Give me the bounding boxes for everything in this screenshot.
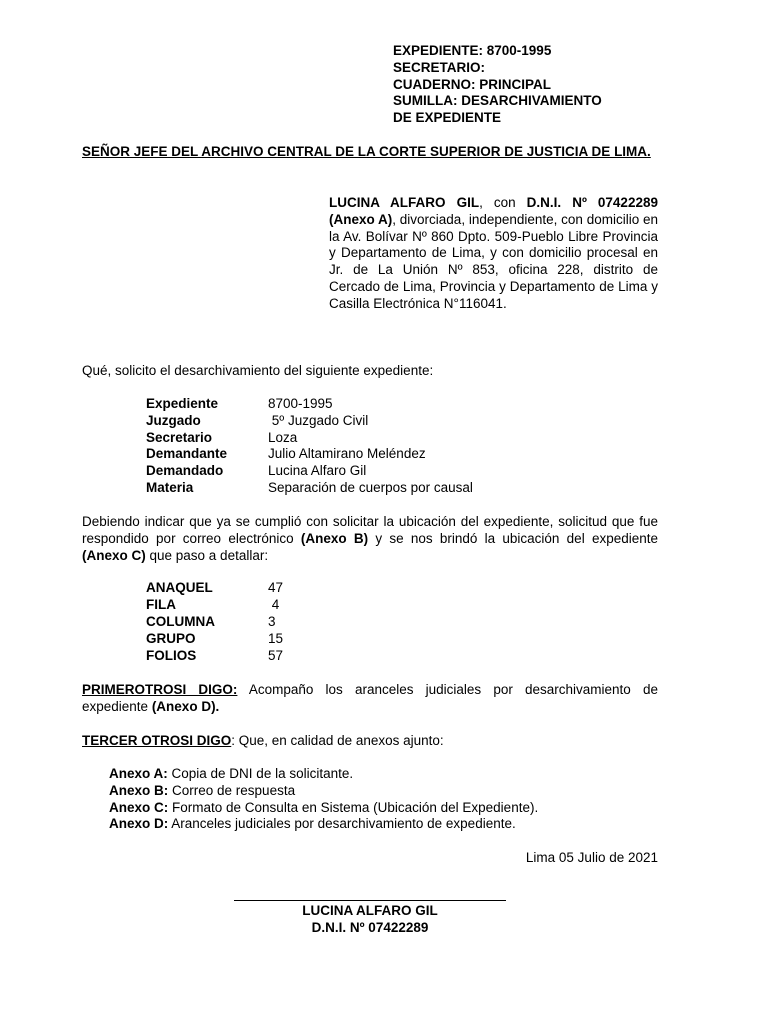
row-label: Demandante <box>146 446 228 462</box>
table-row <box>146 413 473 430</box>
row-label: ANAQUEL <box>146 580 213 595</box>
expediente-number: EXPEDIENTE: 8700-1995 <box>393 43 552 58</box>
list-item <box>109 800 538 817</box>
annex-label: Anexo C: <box>109 799 169 815</box>
row-label: Secretario <box>146 429 213 445</box>
row-value: 57 <box>268 648 284 663</box>
location-request-paragraph <box>82 514 658 564</box>
table-row <box>146 396 473 413</box>
tercer-otrosi-heading: TERCER OTROSI DIGO <box>82 733 232 748</box>
signatory-dni: D.N.I. Nº 07422289 <box>311 920 429 935</box>
anexo-b-ref: (Anexo B) <box>300 530 369 546</box>
annex-text: Formato de Consulta en Sistema (Ubicación del Expediente). <box>168 799 539 815</box>
petitioner-paragraph <box>329 195 658 313</box>
annex-label: Anexo D: <box>109 816 169 832</box>
anexo-c-ref: (Anexo C) <box>82 547 146 563</box>
anexo-d-ref: (Anexo D). <box>151 698 220 714</box>
list-item <box>109 816 538 833</box>
row-value: Lucina Alfaro Gil <box>268 463 367 479</box>
row-label: Materia <box>146 479 194 495</box>
debiendo-text-1: Debiendo indicar que ya se cumplió con solicitar la ubicación del expediente, solicitud que fue respondido por correo electrónico <box>82 514 658 546</box>
row-label: Expediente <box>146 396 219 411</box>
petitioner-details: , divorciada, independiente, con domicilio en la Av. Bolívar Nº 860 Dpto. 509-Pueblo Libre Provincia y Departamento de Lima, y con domicilio procesal en Jr. de La Unión Nº 853, oficina 228, distrito de Cercado de Lima, Provincia y Departamento de Lima y Casilla Electrónica N°116041. <box>329 211 658 311</box>
row-value: 4 <box>268 597 280 612</box>
row-value: Loza <box>268 429 298 445</box>
expediente-table <box>146 396 473 497</box>
table-row <box>146 597 283 614</box>
table-row <box>146 446 473 463</box>
debiendo-text-2: y se nos brindó la ubicación del expediente <box>368 530 658 546</box>
annex-text: Correo de respuesta <box>168 782 296 798</box>
sumilla-line-1: SUMILLA: DESARCHIVAMIENTO <box>393 93 602 109</box>
addressee: SEÑOR JEFE DEL ARCHIVO CENTRAL DE LA CORTE SUPERIOR DE JUSTICIA DE LIMA. <box>82 144 651 159</box>
sumilla-line-2: DE EXPEDIENTE <box>393 110 502 126</box>
row-value: 5º Juzgado Civil <box>268 412 369 428</box>
tercer-otrosi-paragraph <box>82 733 444 750</box>
row-label: Demandado <box>146 463 224 479</box>
document-date: Lima 05 Julio de 2021 <box>525 850 658 865</box>
table-row <box>146 463 473 480</box>
row-value: 15 <box>268 631 284 646</box>
annex-label: Anexo A: <box>109 766 168 781</box>
table-row <box>146 480 473 497</box>
row-label: Juzgado <box>146 412 201 428</box>
row-value: 3 <box>268 614 276 629</box>
secretario-field: SECRETARIO: <box>393 59 486 75</box>
primer-otrosi-paragraph <box>82 682 658 716</box>
annex-text: Copia de DNI de la solicitante. <box>167 766 354 781</box>
table-row <box>146 614 283 631</box>
list-item <box>109 766 538 783</box>
row-label: GRUPO <box>146 631 196 646</box>
table-row <box>146 631 283 648</box>
annex-label: Anexo B: <box>109 782 169 798</box>
cuaderno-field: CUADERNO: PRINCIPAL <box>393 76 551 92</box>
row-value: Julio Altamirano Meléndez <box>268 446 426 462</box>
row-label: FILA <box>146 597 176 612</box>
primer-otrosi-text: Acompaño los aranceles judiciales por desarchivamiento de expediente <box>82 682 658 714</box>
case-header <box>393 43 602 127</box>
petitioner-con: , con <box>479 195 527 210</box>
table-row <box>146 430 473 447</box>
row-label: COLUMNA <box>146 614 215 629</box>
table-row <box>146 648 283 665</box>
debiendo-text-3: que paso a detallar: <box>145 547 269 563</box>
tercer-otrosi-text: : Que, en calidad de anexos ajunto: <box>231 733 444 748</box>
row-value: 47 <box>268 580 284 595</box>
signature-line <box>234 900 506 901</box>
list-item <box>109 783 538 800</box>
table-row <box>146 580 283 597</box>
annex-text: Aranceles judiciales por desarchivamiento de expediente. <box>168 816 516 832</box>
row-label: FOLIOS <box>146 648 197 663</box>
signatory-name: LUCINA ALFARO GIL <box>302 903 438 918</box>
primer-otrosi-heading: PRIMEROTROSI DIGO: <box>82 682 238 697</box>
petitioner-name: LUCINA ALFARO GIL <box>329 195 480 210</box>
location-table <box>146 580 283 665</box>
request-text: Qué, solicito el desarchivamiento del siguiente expediente: <box>82 363 434 378</box>
row-value: 8700-1995 <box>268 396 333 411</box>
annex-list <box>109 766 538 833</box>
row-value: Separación de cuerpos por causal <box>268 479 473 495</box>
petitioner-dni: D.N.I. Nº 07422289 (Anexo A) <box>329 195 658 227</box>
